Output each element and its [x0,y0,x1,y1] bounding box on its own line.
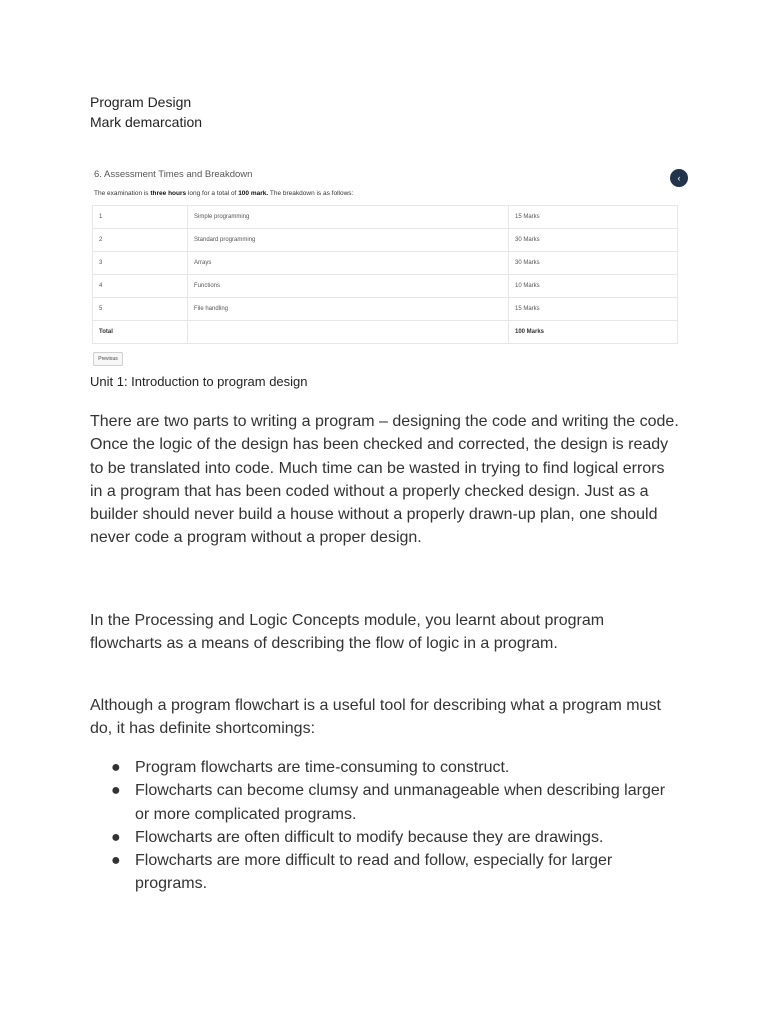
table-row [93,206,678,229]
bullet-icon: ● [111,852,121,870]
intro-post: The breakdown is as follows: [268,190,354,197]
list-item-text: Flowcharts are often difficult to modify because they are drawings. [135,828,604,846]
marks-table [92,205,678,344]
unit-title: Unit 1: Introduction to program design [90,374,308,389]
previous-button[interactable]: Previous [93,352,123,366]
row-number: 1 [93,206,188,229]
table-row [93,298,678,321]
row-label: Total [93,321,188,344]
shortcomings-list [90,756,680,896]
document-header [90,92,202,132]
table-row [93,229,678,252]
row-number: 4 [93,275,188,298]
intro-pre: The examination is [94,190,151,197]
bullet-icon: ● [111,759,121,776]
table-row [93,321,678,344]
intro-total: 100 mark. [238,190,269,197]
paragraph-flowcharts: In the Processing and Logic Concepts module, you learnt about program flowcharts as a means of describing the flow of logic in a program. [90,612,605,653]
row-topic: Functions [188,275,509,298]
list-item-text: Flowcharts can become clumsy and unmanageable when describing larger or more complicated programs. [135,782,666,823]
row-topic [188,321,509,344]
paragraph-shortcomings: Although a program flowchart is a useful tool for describing what a program must do, it has definite shortcomings: [90,697,661,738]
row-marks: 30 Marks [509,229,678,252]
row-topic: Arrays [188,252,509,275]
paragraph-intro: There are two parts to writing a program – designing the code and writing the code. Once the logic of the design has been checked and corrected, the design is ready to be translated into code. Much time can be wasted in trying to find logical errors in a program that has been coded without a properly checked design. Just as a builder should never build a house without a properly drawn-up plan, one should never code a program without a proper design. [90,413,679,547]
list-item [90,756,680,779]
bullet-icon: ● [111,782,121,800]
assessment-title: 6. Assessment Times and Breakdown [94,169,253,180]
table-row [93,252,678,275]
row-topic: Standard programming [188,229,509,252]
row-number: 3 [93,252,188,275]
intro-duration: three hours [150,190,187,197]
list-item [90,849,680,896]
row-marks: 30 Marks [509,252,678,275]
bullet-icon: ● [111,828,121,846]
document-subtitle: Mark demarcation [90,114,203,130]
list-item [90,779,680,826]
document-title: Program Design [90,94,192,110]
chevron-left-icon[interactable]: ‹ [670,169,688,187]
assessment-screenshot [90,165,680,370]
row-number: 5 [93,298,188,321]
list-item-text: Flowcharts are more difficult to read and follow, especially for larger programs. [135,852,613,893]
list-item-text: Program flowcharts are time-consuming to construct. [135,759,510,776]
row-number: 2 [93,229,188,252]
list-item [90,826,680,849]
row-topic: File handling [188,298,509,321]
row-marks: 15 Marks [509,206,678,229]
row-marks: 15 Marks [509,298,678,321]
assessment-intro [94,190,353,197]
row-marks: 10 Marks [509,275,678,298]
table-row [93,275,678,298]
intro-mid: long for a total of [186,190,239,197]
row-marks: 100 Marks [509,321,678,344]
row-topic: Simple programming [188,206,509,229]
